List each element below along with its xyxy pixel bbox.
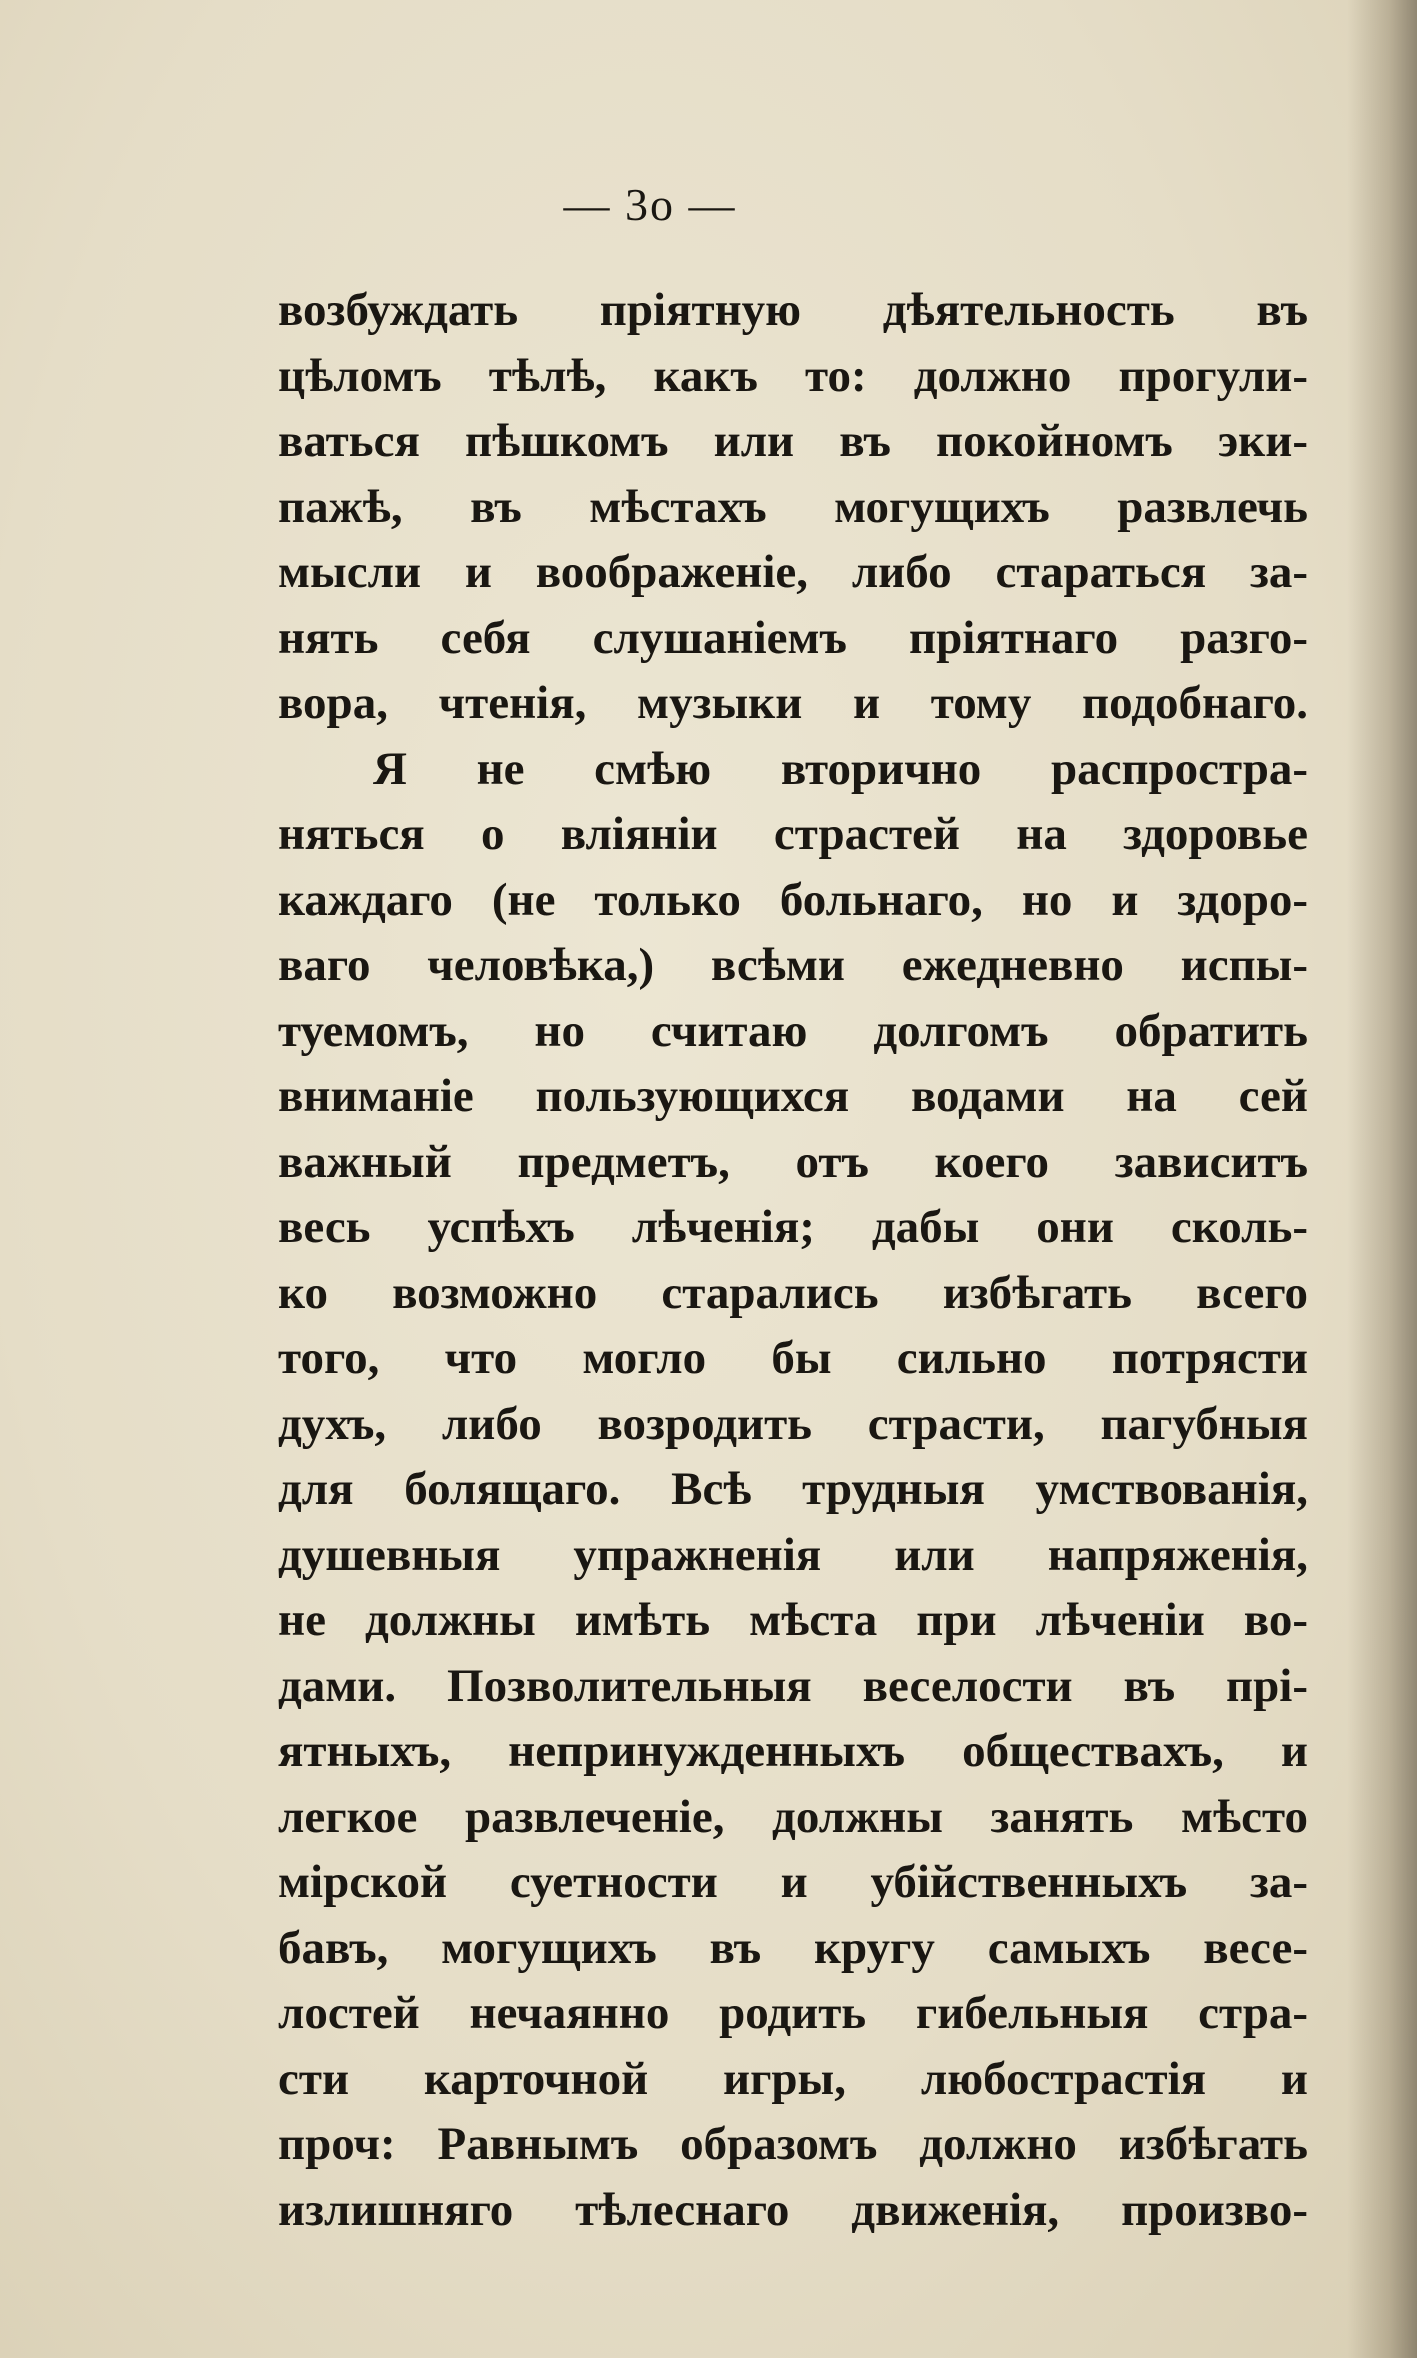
gutter-shadow	[1347, 0, 1417, 2358]
text-line: не должны имѣть мѣста при лѣченіи во-	[278, 1594, 1308, 1646]
text-line: сти карточной игры, любострастія и	[278, 2052, 1308, 2105]
page-number: — 3о —	[563, 179, 737, 230]
text-line: каждаго (не только больнаго, но и здоро-	[278, 873, 1308, 926]
text-line: душевныя упражненія или напряженія,	[278, 1528, 1308, 1581]
text-line: мысли и воображеніе, либо стараться за-	[278, 546, 1308, 598]
text-line: возбуждать пріятную дѣятельность въ	[278, 284, 1308, 336]
text-line: ятныхъ, непринужденныхъ обществахъ, и	[278, 1725, 1308, 1777]
text-line: вниманіе пользующихся водами на сей	[278, 1070, 1308, 1122]
text-line: нять себя слушаніемъ пріятнаго разго-	[278, 611, 1308, 664]
text-line: ко возможно старались избѣгать всего	[278, 1266, 1308, 1319]
text-line: ваться пѣшкомъ или въ покойномъ эки-	[278, 415, 1308, 467]
text-line: для болящаго. Всѣ трудныя умствованія,	[278, 1463, 1308, 1515]
text-line: того, что могло бы сильно потрясти	[278, 1332, 1308, 1384]
text-line: важный предметъ, отъ коего зависитъ	[278, 1135, 1308, 1188]
text-line: духъ, либо возродить страсти, пагубныя	[278, 1397, 1308, 1450]
text-line: дами. Позволительныя веселости въ прі-	[278, 1659, 1308, 1712]
text-line: излишняго тѣлеснаго движенія, произво-	[278, 2183, 1308, 2236]
text-line: весь успѣхъ лѣченія; дабы они сколь-	[278, 1201, 1308, 1253]
text-line: мірской суетности и убійственныхъ за-	[278, 1856, 1308, 1908]
text-line: легкое развлеченіе, должны занять мѣсто	[278, 1790, 1308, 1843]
text-line: няться о вліяніи страстей на здоровье	[278, 808, 1308, 860]
text-line: туемомъ, но считаю долгомъ обратить	[278, 1004, 1308, 1057]
text-line: цѣломъ тѣлѣ, какъ то: должно прогули-	[278, 349, 1308, 402]
text-line: проч: Равнымъ образомъ должно избѣгать	[278, 2118, 1308, 2170]
text-line: вора, чтенія, музыки и тому подобнаго.	[278, 677, 1308, 729]
paragraph-start-line: Я не смѣю вторично распростра-	[373, 742, 1308, 795]
text-line: лостей нечаянно родить гибельныя стра-	[278, 1987, 1308, 2039]
text-line: пажѣ, въ мѣстахъ могущихъ развлечь	[278, 480, 1308, 533]
body-text	[278, 278, 1308, 2243]
text-line: ваго человѣка,) всѣми ежедневно испы-	[278, 939, 1308, 991]
text-line: бавъ, могущихъ въ кругу самыхъ весе-	[278, 1921, 1308, 1974]
